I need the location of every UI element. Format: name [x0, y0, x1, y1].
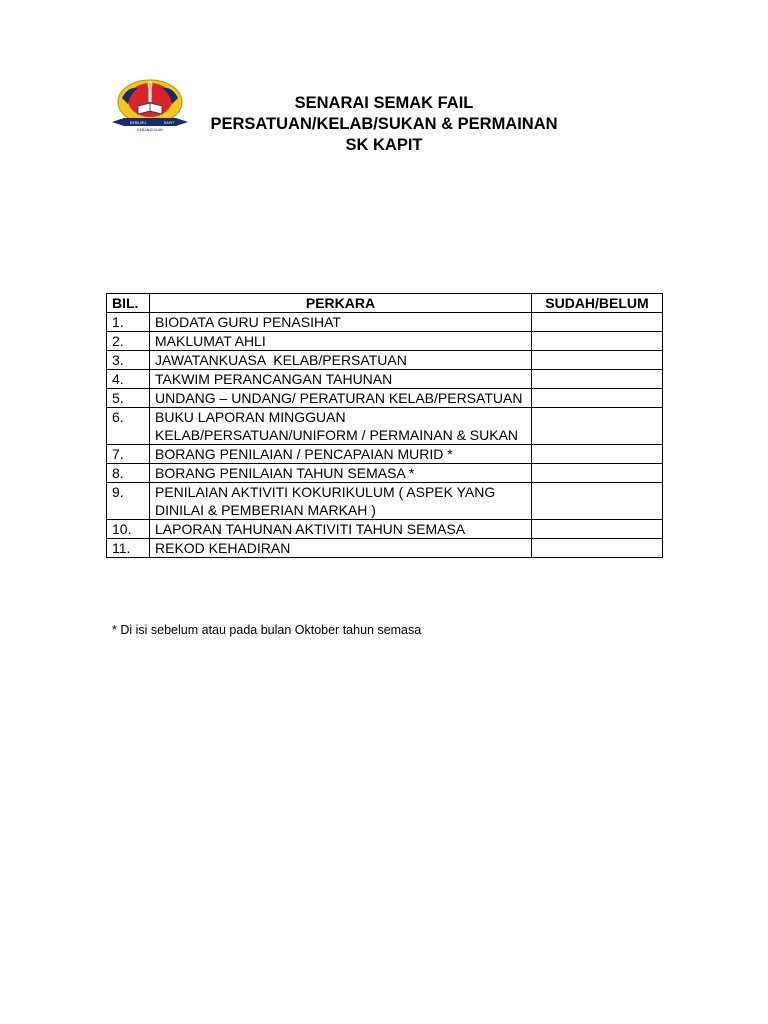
cell-perkara: BIODATA GURU PENASIHAT: [150, 313, 532, 332]
cell-status[interactable]: [532, 389, 663, 408]
cell-status[interactable]: [532, 351, 663, 370]
cell-status[interactable]: [532, 483, 663, 520]
cell-perkara: LAPORAN TAHUNAN AKTIVITI TAHUN SEMASA: [150, 520, 532, 539]
cell-bil: 2.: [107, 332, 150, 351]
table-header-row: [107, 294, 663, 313]
table-row: [107, 408, 663, 445]
cell-bil: 8.: [107, 464, 150, 483]
cell-status[interactable]: [532, 464, 663, 483]
cell-status[interactable]: [532, 445, 663, 464]
checklist-table: [106, 293, 663, 558]
header-bil: BIL.: [107, 294, 150, 313]
table-row: [107, 332, 663, 351]
cell-perkara: PENILAIAN AKTIVITI KOKURIKULUM ( ASPEK YANG DINILAI & PEMBERIAN MARKAH ): [150, 483, 532, 520]
cell-perkara: REKOD KEHADIRAN: [150, 539, 532, 558]
document-title: [140, 93, 628, 156]
cell-perkara: BORANG PENILAIAN TAHUN SEMASA *: [150, 464, 532, 483]
cell-bil: 3.: [107, 351, 150, 370]
logo-ribbon-center: KEBANGGAAN: [137, 128, 163, 132]
cell-perkara: BUKU LAPORAN MINGGUAN KELAB/PERSATUAN/UNIFORM / PERMAINAN & SUKAN: [150, 408, 532, 445]
table-row: [107, 351, 663, 370]
cell-perkara: UNDANG – UNDANG/ PERATURAN KELAB/PERSATUAN: [150, 389, 532, 408]
cell-bil: 11.: [107, 539, 150, 558]
title-line-2: PERSATUAN/KELAB/SUKAN & PERMAINAN: [210, 115, 558, 133]
table-row: [107, 370, 663, 389]
cell-bil: 4.: [107, 370, 150, 389]
cell-status[interactable]: [532, 520, 663, 539]
logo-ribbon-right: KAPIT: [164, 121, 175, 125]
header-sudah-belum: SUDAH/BELUM: [532, 294, 663, 313]
table-row: [107, 389, 663, 408]
table-row: [107, 539, 663, 558]
cell-status[interactable]: [532, 313, 663, 332]
cell-status[interactable]: [532, 539, 663, 558]
cell-bil: 9.: [107, 483, 150, 520]
table-row: [107, 313, 663, 332]
table-row: [107, 464, 663, 483]
title-line-1: SENARAI SEMAK FAIL: [294, 94, 474, 112]
cell-status[interactable]: [532, 370, 663, 389]
cell-status[interactable]: [532, 408, 663, 445]
table-row: [107, 520, 663, 539]
footnote: * Di isi sebelum atau pada bulan Oktober tahun semasa: [112, 623, 422, 637]
header-perkara: PERKARA: [150, 294, 532, 313]
table-row: [107, 483, 663, 520]
cell-bil: 5.: [107, 389, 150, 408]
cell-bil: 10.: [107, 520, 150, 539]
cell-bil: 1.: [107, 313, 150, 332]
table-row: [107, 445, 663, 464]
cell-status[interactable]: [532, 332, 663, 351]
cell-bil: 7.: [107, 445, 150, 464]
title-line-3: SK KAPIT: [345, 136, 423, 154]
cell-perkara: JAWATANKUASA KELAB/PERSATUAN: [150, 351, 532, 370]
logo-ribbon-left: BERILMU: [130, 121, 147, 125]
cell-perkara: MAKLUMAT AHLI: [150, 332, 532, 351]
cell-perkara: TAKWIM PERANCANGAN TAHUNAN: [150, 370, 532, 389]
cell-perkara: BORANG PENILAIAN / PENCAPAIAN MURID *: [150, 445, 532, 464]
cell-bil: 6.: [107, 408, 150, 445]
